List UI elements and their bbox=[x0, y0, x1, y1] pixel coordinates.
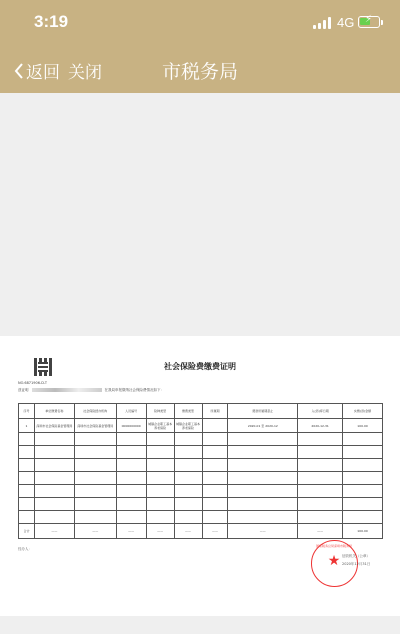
table-header-cell: 实缴(退)金额 bbox=[343, 404, 383, 419]
table-cell: 2020-12-31 bbox=[298, 419, 343, 433]
star-icon: ★ bbox=[327, 553, 341, 569]
document-intro bbox=[18, 388, 308, 393]
table-header-cell: 缴费类型 bbox=[174, 404, 202, 419]
table-row bbox=[19, 485, 383, 498]
redacted-name bbox=[32, 388, 102, 392]
table-header-cell: 单位缴费名称 bbox=[34, 404, 74, 419]
seal-label: 征收机关（公章） bbox=[342, 554, 370, 558]
table-header-cell: 社会保险经办机构 bbox=[74, 404, 116, 419]
total-label: 合计 bbox=[19, 524, 35, 539]
table-header-row bbox=[19, 404, 383, 419]
table-header-cell: 入(退)库日期 bbox=[298, 404, 343, 419]
table-cell: 100.00 bbox=[343, 419, 383, 433]
seal-ring-text: 国家税务总局深圳市税务局 bbox=[315, 544, 352, 548]
status-time: 3:19 bbox=[34, 12, 69, 31]
table-row bbox=[19, 511, 383, 524]
app-header bbox=[0, 0, 400, 93]
nav-bar bbox=[0, 48, 400, 93]
table-header-cell: 序号 bbox=[19, 404, 35, 419]
table-cell: 深圳市社会保险基金管理局 bbox=[74, 419, 116, 433]
back-label: 返回 bbox=[26, 63, 60, 83]
close-button[interactable]: 关闭 bbox=[68, 63, 102, 83]
table-header-cell: 险种类型 bbox=[146, 404, 174, 419]
bottom-strip bbox=[0, 616, 400, 634]
document-id: NO.6871906-D-T bbox=[18, 381, 47, 385]
table-row bbox=[19, 433, 383, 446]
table-cell: 2020-01 至 2020-12 bbox=[228, 419, 298, 433]
intro-prefix: 兹证明 bbox=[18, 388, 29, 392]
certificate-document bbox=[0, 336, 400, 616]
seal-date: 2020年12月31日 bbox=[342, 562, 371, 566]
table-cell: 深圳市社会保险基金管理局 bbox=[34, 419, 74, 433]
network-type: 4G bbox=[337, 15, 355, 30]
table-row bbox=[19, 446, 383, 459]
table-cell: 1 bbox=[19, 419, 35, 433]
table-cell: 城镇企业职工基本养老保险 bbox=[174, 419, 202, 433]
footer-note: 经办人： bbox=[18, 547, 32, 551]
status-bar bbox=[0, 0, 400, 46]
table-header-cell: 所属期 bbox=[202, 404, 228, 419]
payment-table bbox=[18, 403, 383, 539]
table-cell: 城镇企业职工基本养老保险 bbox=[146, 419, 174, 433]
table-header-cell: 人员编号 bbox=[116, 404, 146, 419]
table-row bbox=[19, 419, 383, 433]
table-cell: 0000000000 bbox=[116, 419, 146, 433]
table-row bbox=[19, 472, 383, 485]
table-cell bbox=[202, 419, 228, 433]
document-title: 社会保险费缴费证明 bbox=[164, 361, 236, 371]
cellular-signal-icon bbox=[313, 17, 333, 29]
table-header-cell: 费款所属期起止 bbox=[228, 404, 298, 419]
page-title: 市税务局 bbox=[161, 61, 238, 83]
table-total-row: 合计 —— —— —— —— —— —— —— —— 100.00 bbox=[19, 524, 383, 539]
total-value: 100.00 bbox=[343, 524, 383, 539]
battery-tip bbox=[381, 20, 383, 25]
table-row bbox=[19, 459, 383, 472]
table-row bbox=[19, 498, 383, 511]
intro-suffix: 在我局申报缴纳社会保险费情况如下： bbox=[104, 388, 164, 392]
battery-icon: ⚡ bbox=[358, 16, 380, 28]
